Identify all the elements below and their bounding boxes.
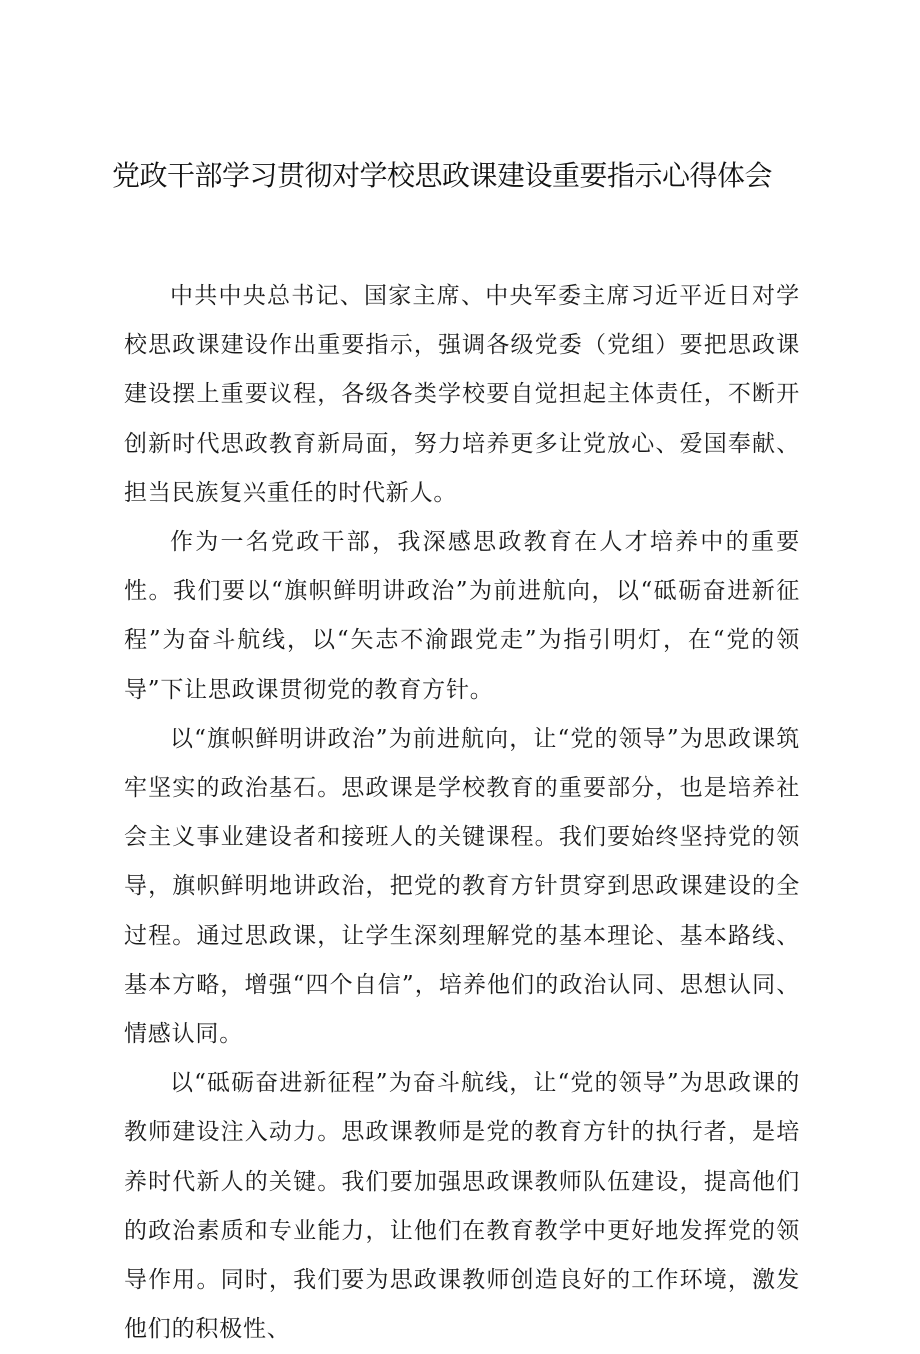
paragraph-2: 作为一名党政干部，我深感思政教育在人才培养中的重要性。我们要以“旗帜鲜明讲政治”为前进航向，以“砥砺奋进新征程”为奋斗航线，以“矢志不渝跟党走”为指引明灯，在“党的领导”下让思政课贯彻党的教育方针。	[124, 529, 800, 703]
document-body	[124, 272, 800, 1354]
paragraph-4: 以“砥砺奋进新征程”为奋斗航线，让“党的领导”为思政课的教师建设注入动力。思政课教师是党的教育方针的执行者，是培养时代新人的关键。我们要加强思政课教师队伍建设，提高他们的政治素质和专业能力，让他们在教育教学中更好地发挥党的领导作用。同时，我们要为思政课教师创造良好的工作环境，激发他们的积极性、	[124, 1070, 800, 1343]
paragraph-3: 以“旗帜鲜明讲政治”为前进航向，让“党的领导”为思政课筑牢坚实的政治基石。思政课是学校教育的重要部分，也是培养社会主义事业建设者和接班人的关键课程。我们要始终坚持党的领导，旗帜鲜明地讲政治，把党的教育方针贯穿到思政课建设的全过程。通过思政课，让学生深刻理解党的基本理论、基本路线、基本方略，增强“四个自信”，培养他们的政治认同、思想认同、情感认同。	[124, 725, 800, 1048]
document-title: 党政干部学习贯彻对学校思政课建设重要指示心得体会	[112, 159, 773, 192]
paragraph-1: 中共中央总书记、国家主席、中央军委主席习近平近日对学校思政课建设作出重要指示，强调各级党委（党组）要把思政课建设摆上重要议程，各级各类学校要自觉担起主体责任，不断开创新时代思政教育新局面，努力培养更多让党放心、爱国奉献、担当民族复兴重任的时代新人。	[124, 283, 800, 506]
